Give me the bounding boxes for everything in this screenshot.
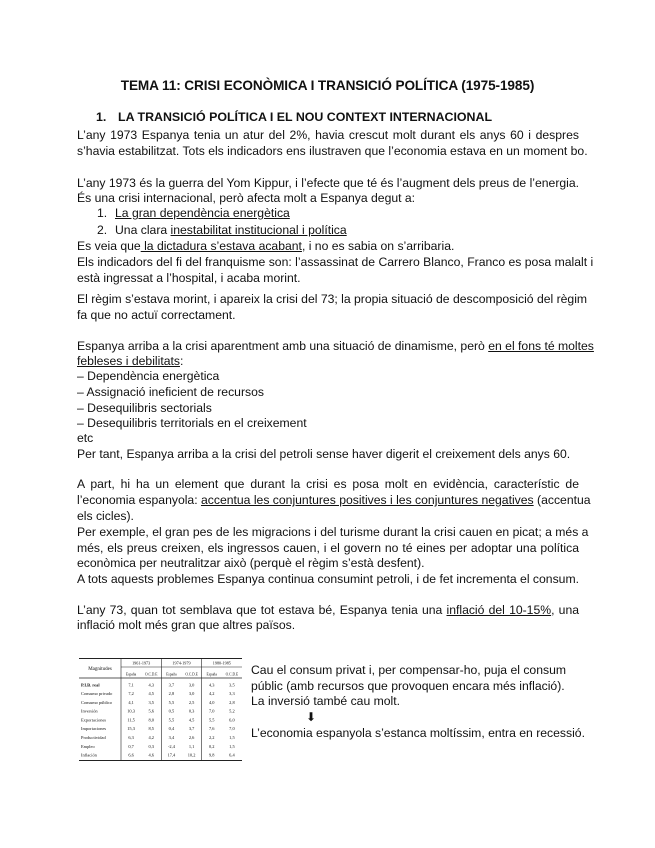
table-cell: 1,5 xyxy=(229,743,235,749)
table-row-label: P.I.B. real xyxy=(81,682,100,688)
table-cell: 0,4 xyxy=(168,726,175,732)
table-row-label: Consumo privado xyxy=(81,691,113,697)
table-cell: 5,2 xyxy=(229,708,235,714)
paragraph-line: l’economia espanyola: accentua les conjuntures positives i les conjuntures negatives (accentua xyxy=(77,493,591,507)
paragraph-line: més, els preus creixen, els ingressos cauen, i el govern no té eines per adoptar una política xyxy=(77,541,579,555)
table-cell: 1,5 xyxy=(229,734,235,740)
paragraph-line: els cicles). xyxy=(77,509,134,523)
table-cell: 0,3 xyxy=(148,743,154,749)
paragraph-line: està ingressat a l’hospital, i acaba morint. xyxy=(77,271,301,285)
table-cell: 0,7 xyxy=(128,743,134,749)
table-cell: 3,7 xyxy=(168,682,175,688)
table-group-header: 1980-1985 xyxy=(212,660,231,666)
table-cell: 2,8 xyxy=(229,699,235,705)
side-text-line: La inversió també cau molt. xyxy=(251,694,401,708)
table-column-header: España xyxy=(125,672,137,677)
table-cell: 17,4 xyxy=(167,752,176,758)
table-cell: 5,5 xyxy=(168,717,175,723)
side-text-line: públic (amb recursos que provoquen encara més inflació). xyxy=(251,679,565,693)
table-column-header: O.C.D.E xyxy=(145,672,158,677)
section-heading xyxy=(96,110,492,124)
paragraph-line: febleses i debilitats: xyxy=(77,354,184,368)
table-cell: 7,6 xyxy=(209,726,215,732)
table-cell: 6,4 xyxy=(229,752,235,758)
paragraph-line: Per exemple, el gran pes de les migracions i del turisme durant la crisi cauen en picat; a més a xyxy=(77,525,589,539)
down-arrow-icon: ⬇ xyxy=(306,710,317,724)
table-cell: 10,3 xyxy=(127,708,135,714)
table-cell: 2,8 xyxy=(168,691,175,697)
paragraph-line: És una crisi internacional, però afecta molt a Espanya degut a: xyxy=(77,191,416,205)
table-cell: 8,5 xyxy=(148,726,154,732)
page-title: TEMA 11: CRISI ECONÒMICA I TRANSICIÓ POLÍTICA (1975-1985) xyxy=(120,78,535,93)
underlined-text: inflació del 10-15% xyxy=(446,603,552,617)
table-row-label: Productividad xyxy=(81,734,106,740)
table-cell: 3,7 xyxy=(188,726,195,732)
underlined-text: La gran dependència energètica xyxy=(115,206,290,220)
paragraph-line: fa que no actuï correctament. xyxy=(77,308,236,322)
list-item: 2. Una clara inestabilitat institucional i política xyxy=(97,223,347,237)
table-cell: 4,3 xyxy=(148,682,154,688)
table-cell: 0,5 xyxy=(168,708,175,714)
paragraph-line: Els indicadors del fi del franquisme son: l’assassinat de Carrero Blanco, Franco es posa malalt i xyxy=(77,255,594,269)
table-row-label: Importaciones xyxy=(81,726,107,732)
table-cell: 2,5 xyxy=(188,699,195,705)
table-cell: 7,1 xyxy=(128,682,134,688)
paragraph-line: A part, hi ha un element que durant la crisi es posa molt en evidència, característic de xyxy=(77,477,579,491)
table-group-header: 1974-1979 xyxy=(172,660,191,666)
table-cell: 3,5 xyxy=(229,682,235,688)
table-cell: 5,6 xyxy=(148,708,154,714)
table-row-label: Empleo xyxy=(81,743,95,749)
table-cell: 6,3 xyxy=(128,734,134,740)
table-cell: 2,2 xyxy=(209,734,215,740)
underlined-text: febleses i debilitats xyxy=(77,354,180,368)
table-cell: 3,3 xyxy=(229,691,235,697)
table-column-header: España xyxy=(206,672,217,677)
table-row-label: Exportaciones xyxy=(81,717,107,723)
underlined-text: inestabilitat institucional i política xyxy=(170,223,347,237)
table-cell: 2,6 xyxy=(188,734,195,740)
table-cell: 3,0 xyxy=(188,691,195,697)
table-cell: 4,2 xyxy=(148,734,154,740)
paragraph-line: econòmica per neutralitzar això (perquè el règim s’està desfent). xyxy=(77,556,425,570)
side-text-line: Cau el consum privat i, per compensar-ho, puja el consum xyxy=(251,663,566,677)
paragraph-line: L’any 73, quan tot semblava que tot estava bé, Espanya tenia una inflació del 10-15%, una xyxy=(77,603,580,617)
table-row-label: Consumo público xyxy=(81,699,113,705)
section-number: 1. xyxy=(96,110,107,124)
table-group-header: 1961-1973 xyxy=(132,660,151,666)
table-cell: 15,3 xyxy=(127,726,135,732)
table-cell: 7,2 xyxy=(128,691,134,697)
underlined-text: la dictadura s’estava acabant xyxy=(140,239,302,253)
table-cell: 3,4 xyxy=(168,734,175,740)
underlined-text: accentua les conjuntures positives i les conjuntures negatives xyxy=(200,493,534,507)
paragraph-line: inflació molt més gran que altres països. xyxy=(77,618,296,632)
list-item: – Desequilibris sectorials xyxy=(77,401,212,415)
paragraph-line: L’any 1973 Espanya tenia un atur del 2%, havia crescut molt durant els anys 60 i despres xyxy=(77,128,579,142)
table-cell: 1,1 xyxy=(188,743,195,749)
table-cell: 6,6 xyxy=(128,752,134,758)
paragraph-line: L’any 1973 és la guerra del Yom Kippur, i l’efecte que té és l’augment dels preus de l’energia. xyxy=(77,176,580,190)
list-item: 1. La gran dependència energètica xyxy=(97,206,290,220)
list-item: – Assignació ineficient de recursos xyxy=(77,385,264,399)
paragraph-line: El règim s’estava morint, i apareix la crisi del 73; la propia situació de descomposició del règim xyxy=(77,292,588,306)
table-cell: 9,8 xyxy=(209,752,215,758)
table-cell: 3,5 xyxy=(148,699,154,705)
paragraph-line: Es veia que la dictadura s’estava acabant, i no es sabia on s’arribaria. xyxy=(77,239,455,253)
table-column-header: España xyxy=(166,672,177,677)
table-cell: 7,0 xyxy=(209,708,215,714)
list-item: etc xyxy=(77,431,94,445)
list-item: – Dependència energètica xyxy=(77,369,220,383)
paragraph-line: Espanya arriba a la crisi aparentment amb una situació de dinamisme, però en el fons té moltes xyxy=(77,339,594,353)
table-cell: 5,5 xyxy=(209,717,215,723)
table-cell: 11,5 xyxy=(127,717,135,723)
table-cell: -2,4 xyxy=(167,743,175,749)
table-cell: 4,2 xyxy=(209,691,215,697)
table-column-header: O.C.D.E xyxy=(225,672,239,677)
table-row-label: Inflación xyxy=(81,752,97,758)
table-cell: 4,6 xyxy=(148,752,154,758)
table-cell: 4,1 xyxy=(128,699,134,705)
underlined-text: en el fons té moltes xyxy=(488,339,594,353)
table-cell: 4,3 xyxy=(209,682,215,688)
table-cell: 3,0 xyxy=(188,682,195,688)
side-text-line: L’economia espanyola s’estanca moltíssim, entra en recessió. xyxy=(251,726,585,740)
table-cell: 6,0 xyxy=(229,717,235,723)
table-column-header: O.C.D.E xyxy=(185,672,198,677)
table-cell: 8,0 xyxy=(148,717,154,723)
paragraph-line: Per tant, Espanya arriba a la crisi del petroli sense haver digerit el creixement dels anys 60. xyxy=(77,447,571,461)
paragraph-line: s’havia estabilitzat. Tots els indicadors ens ilustraven que l’economia estava en un moment bo. xyxy=(77,144,588,158)
table-cell: 0,2 xyxy=(209,743,215,749)
section-heading-text: LA TRANSICIÓ POLÍTICA I EL NOU CONTEXT INTERNACIONAL xyxy=(118,110,493,124)
list-item: – Desequilibris territorials en el creixement xyxy=(77,416,307,430)
table-row-label: Inversión xyxy=(81,708,98,714)
table-cell: 5,5 xyxy=(168,699,175,705)
table-cell: 4,5 xyxy=(188,717,195,723)
table-cell: 10,2 xyxy=(187,752,196,758)
table-cell: 0,3 xyxy=(188,708,195,714)
table-cell: 4,5 xyxy=(148,691,154,697)
table-cell: 4,0 xyxy=(209,699,215,705)
paragraph-line: A tots aquests problemes Espanya continua consumint petroli, i de fet incrementa el consum. xyxy=(77,572,579,586)
table-corner-label: Magnitudes xyxy=(88,667,112,672)
table-cell: 7,0 xyxy=(229,726,235,732)
economic-data-table xyxy=(79,658,242,761)
